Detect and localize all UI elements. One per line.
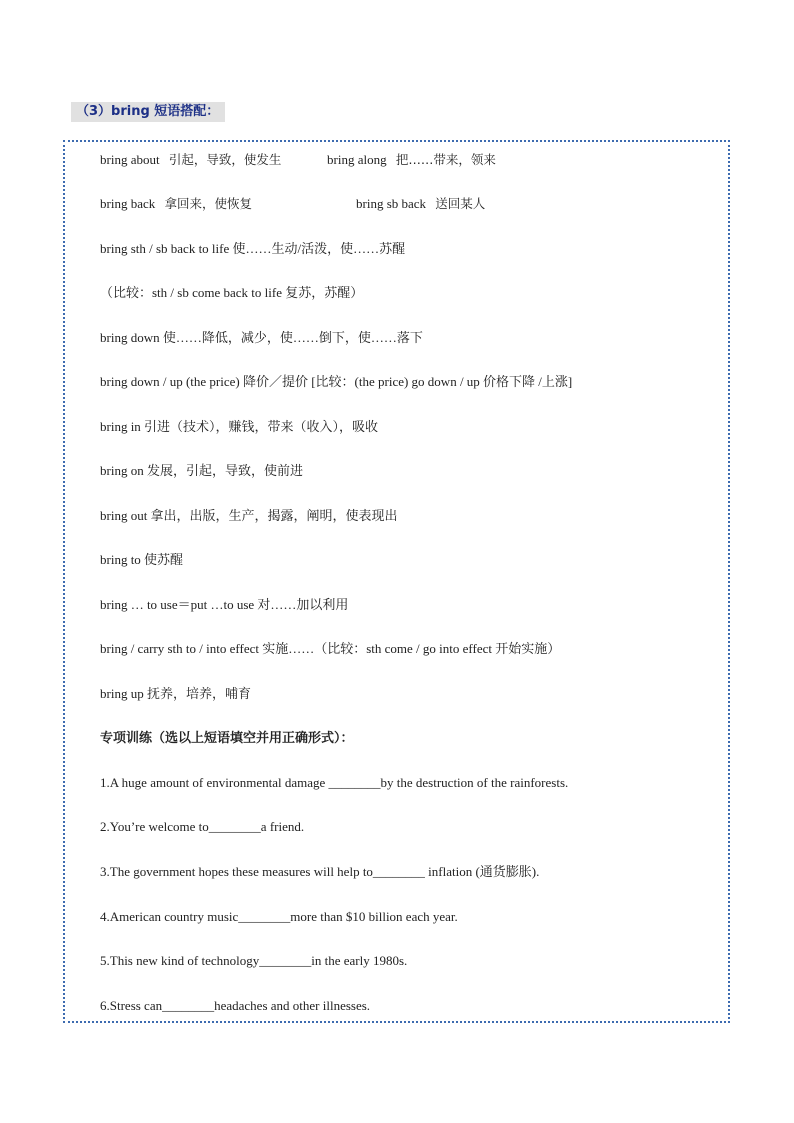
phrase-line: bring / carry sth to / into effect 实施……（比较：sth come / go into effect 开始实施） (100, 641, 561, 656)
phrase-cn: 把……带来，领来 (395, 152, 496, 167)
phrase-cn: 拿回来，使恢复 (164, 196, 252, 211)
phrase-en: bring about (100, 152, 160, 167)
phrase-cn: 送回某人 (435, 196, 486, 211)
phrase-row (100, 151, 281, 169)
phrase-line: bring out 拿出，出版，生产，揭露，阐明，使表现出 (100, 508, 398, 523)
phrase-row (327, 151, 496, 169)
phrase-line: bring on 发展，引起，导致，使前进 (100, 463, 303, 478)
phrase-en: bring back (100, 196, 156, 211)
exercise-item: 2.You’re welcome to________a friend. (100, 819, 305, 834)
phrase-en: bring sb back (356, 196, 427, 211)
exercise-item: 3.The government hopes these measures will help to________ inflation (通货膨胀). (100, 864, 540, 879)
phrase-row (100, 195, 252, 213)
phrase-line: bring to 使苏醒 (100, 552, 184, 567)
phrase-line: bring in 引进（技术），赚钱，带来（收入），吸收 (100, 419, 379, 434)
phrase-line: bring sth / sb back to life 使……生动/活泼，使……苏醒 (100, 241, 406, 256)
exercise-item: 6.Stress can________headaches and other illnesses. (100, 998, 371, 1013)
phrase-line: （比较：sth / sb come back to life 复苏，苏醒） (100, 285, 364, 300)
exercise-item: 5.This new kind of technology________in the early 1980s. (100, 953, 408, 968)
phrase-cn: 引起，导致，使发生 (168, 152, 282, 167)
phrase-line: bring down 使……降低，减少，使……倒下，使……落下 (100, 330, 423, 345)
content-box (63, 140, 730, 1023)
exercise-item: 1.A huge amount of environmental damage ________by the destruction of the rainforests. (100, 775, 569, 790)
section-heading: （3）bring 短语搭配： (71, 102, 225, 122)
phrase-en: bring along (327, 152, 387, 167)
phrase-line: bring … to use＝put …to use 对……加以利用 (100, 597, 349, 612)
training-title: 专项训练（选以上短语填空并用正确形式）： (100, 731, 354, 746)
exercise-item: 4.American country music________more than $10 billion each year. (100, 909, 458, 924)
phrase-row (356, 195, 485, 213)
phrase-line: bring up 抚养，培养，哺育 (100, 686, 251, 701)
phrase-line: bring down / up (the price) 降价／提价 [比较：(the price) go down / up 价格下降 /上涨] (100, 374, 573, 389)
